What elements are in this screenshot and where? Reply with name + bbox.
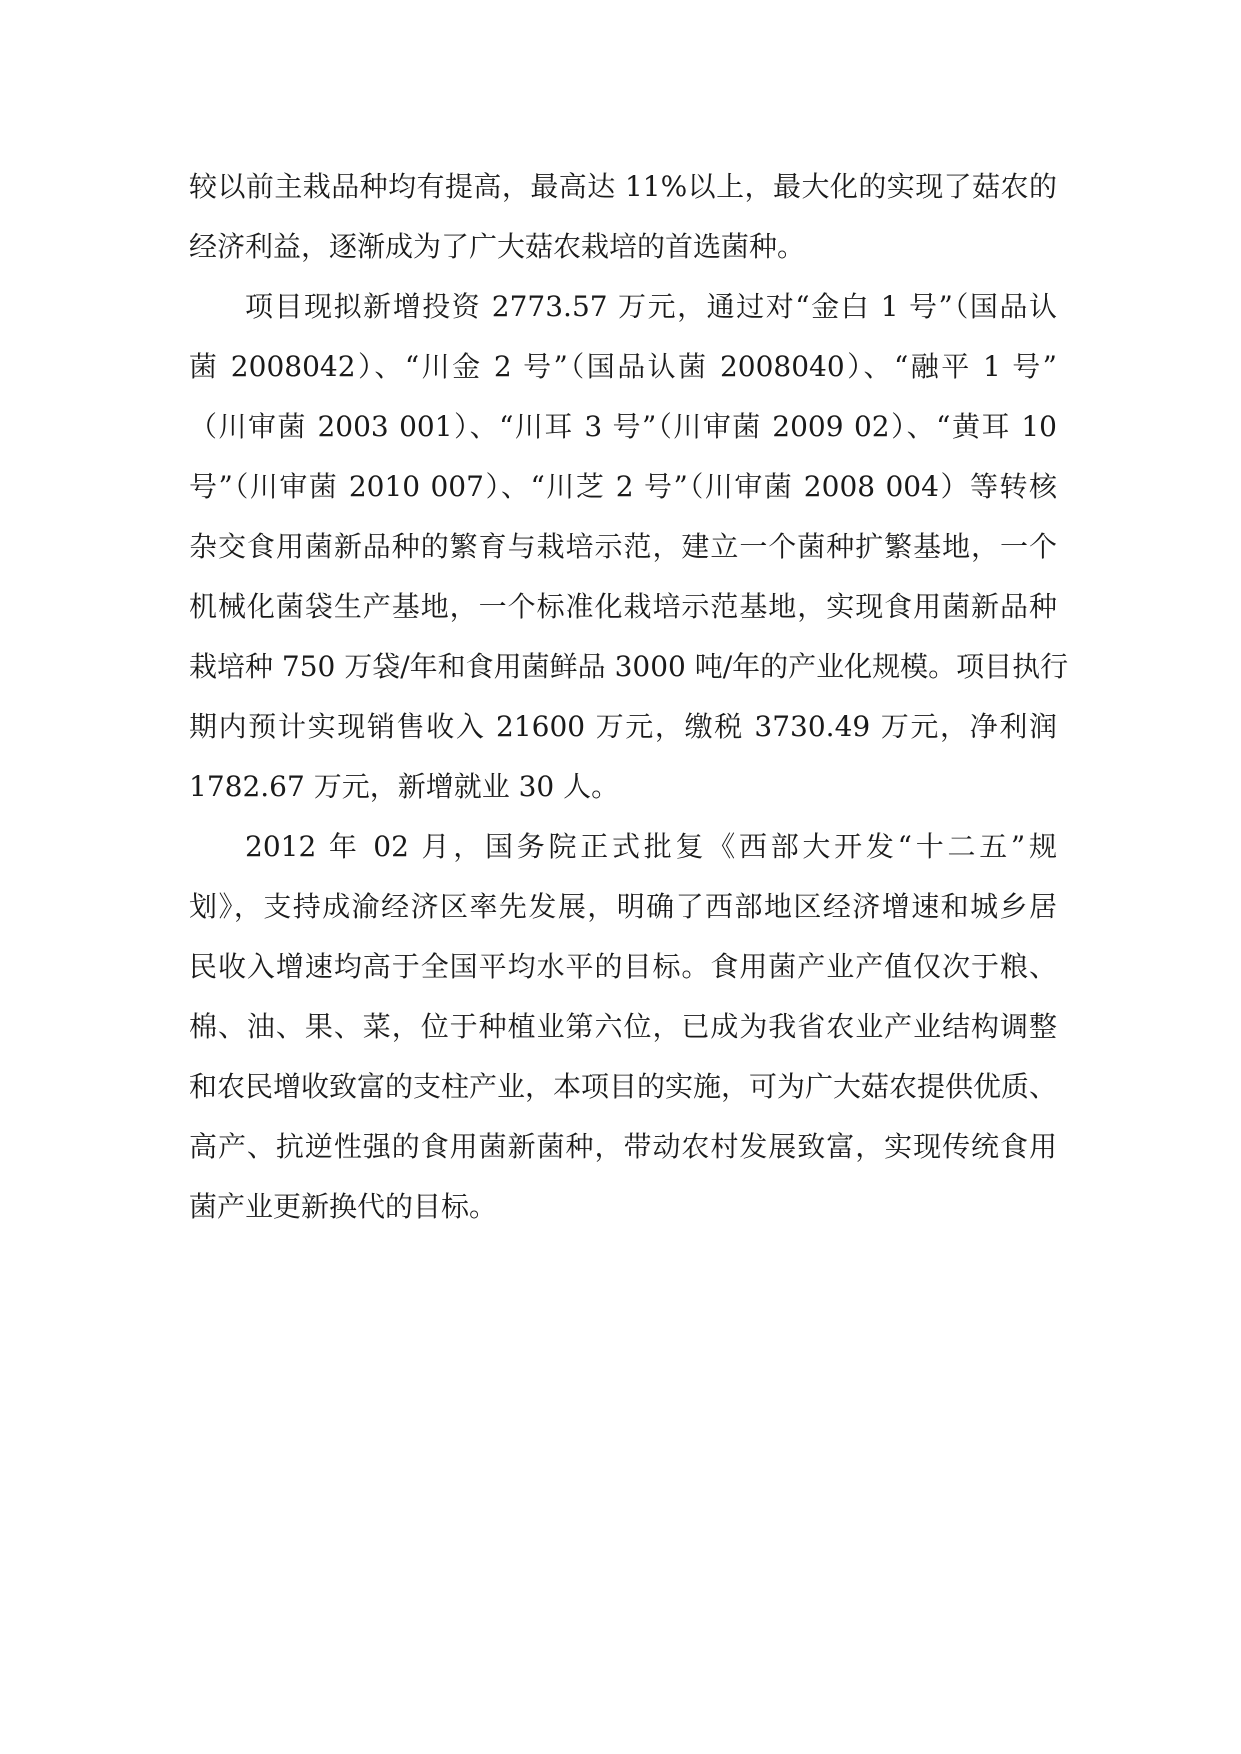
text-line: 号”（川审菌 2010 007）、“川芝 2 号”（川审菌 2008 004）等转核 [189, 470, 1057, 503]
text-line: 较以前主栽品种均有提高，最高达 11%以上，最大化的实现了菇农的 [189, 170, 1057, 203]
text-line: 1782.67 万元，新增就业 30 人。 [189, 770, 620, 803]
text-line: 民收入增速均高于全国平均水平的目标。食用菌产业产值仅次于粮、 [189, 950, 1057, 983]
text-line: 划》，支持成渝经济区率先发展，明确了西部地区经济增速和城乡居 [189, 890, 1057, 923]
text-line: 和农民增收致富的支柱产业，本项目的实施，可为广大菇农提供优质、 [189, 1070, 1058, 1103]
text-line: 高产、抗逆性强的食用菌新菌种，带动农村发展致富，实现传统食用 [189, 1130, 1057, 1163]
paragraph [189, 817, 1057, 1237]
text-line: 经济利益，逐渐成为了广大菇农栽培的首选菌种。 [189, 230, 806, 263]
text-line: 机械化菌袋生产基地，一个标准化栽培示范基地，实现食用菌新品种 [189, 590, 1057, 623]
text-line: 棉、油、果、菜，位于种植业第六位，已成为我省农业产业结构调整 [189, 1010, 1057, 1043]
text-line: 期内预计实现销售收入 21600 万元，缴税 3730.49 万元，净利润 [189, 710, 1057, 743]
text-line: 项目现拟新增投资 2773.57 万元，通过对“金白 1 号”（国品认 [245, 290, 1057, 323]
paragraph [189, 157, 1057, 277]
document-body [189, 157, 1069, 1237]
paragraph [189, 277, 1069, 817]
text-line: 栽培种 750 万袋/年和食用菌鲜品 3000 吨/年的产业化规模。项目执行 [189, 650, 1069, 683]
text-line: 菌 2008042）、“川金 2 号”（国品认菌 2008040）、“融平 1 号” [189, 350, 1057, 383]
text-line: （川审菌 2003 001）、“川耳 3 号”（川审菌 2009 02）、“黄耳 10 [189, 410, 1057, 443]
text-line: 杂交食用菌新品种的繁育与栽培示范，建立一个菌种扩繁基地，一个 [189, 530, 1057, 563]
text-line: 2012 年 02 月，国务院正式批复《西部大开发“十二五”规 [245, 830, 1057, 863]
text-line: 菌产业更新换代的目标。 [189, 1190, 498, 1223]
